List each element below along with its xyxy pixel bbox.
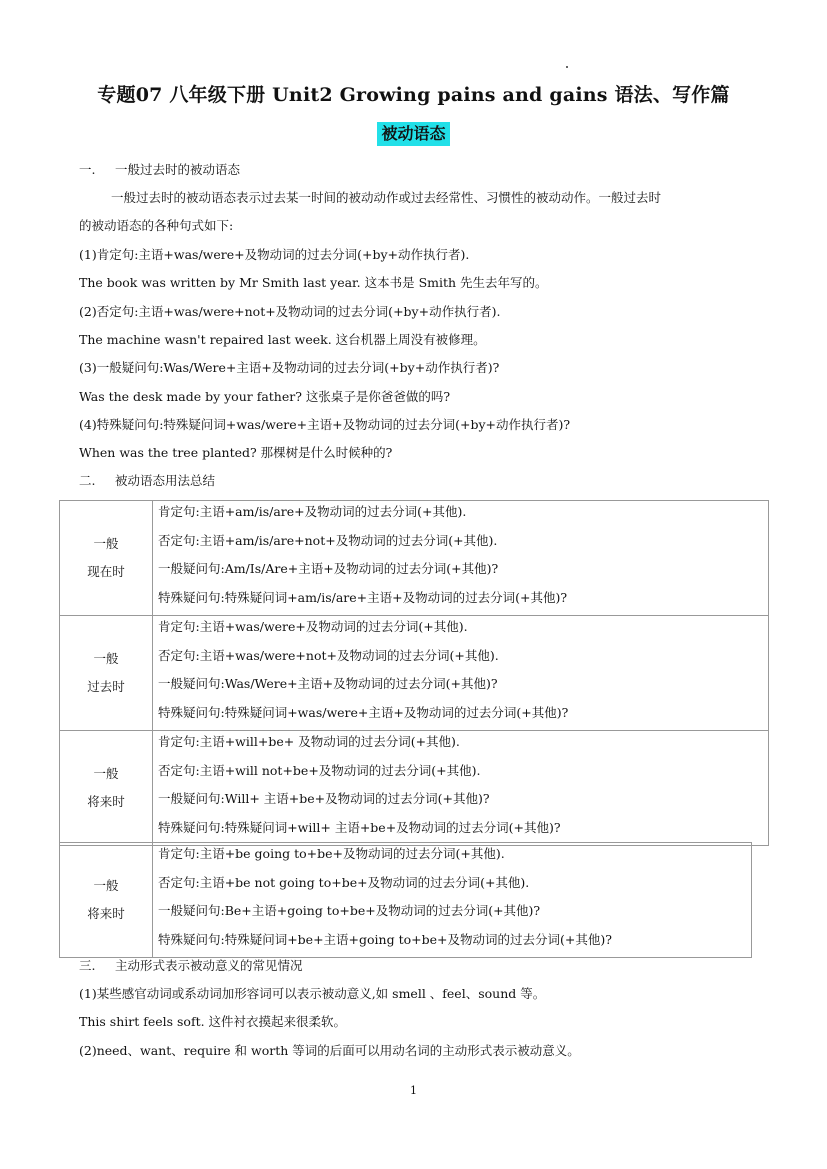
rules-cell	[153, 731, 769, 846]
rules-cell	[153, 501, 769, 616]
rules-cell	[153, 616, 769, 731]
rule-line: 一般疑问句:Am/Is/Are+主语+及物动词的过去分词(+其他)?	[158, 561, 499, 576]
page-number: 1	[410, 1084, 417, 1097]
table-row	[60, 843, 752, 958]
rule-line: 特殊疑问句:特殊疑问词+was/were+主语+及物动词的过去分词(+其他)?	[158, 704, 569, 720]
tense-cell: 一般 现在时	[60, 501, 153, 616]
rules-cell	[153, 843, 752, 958]
rule-line: 否定句:主语+will not+be+及物动词的过去分词(+其他).	[158, 762, 481, 778]
section-1-line: (3)一般疑问句:Was/Were+主语+及物动词的过去分词(+by+动作执行者)?	[79, 360, 500, 375]
rule-line: 否定句:主语+am/is/are+not+及物动词的过去分词(+其他).	[158, 532, 498, 548]
rule-line: 肯定句:主语+am/is/are+及物动词的过去分词(+其他).	[158, 504, 467, 519]
section-1-intro-line-2: 的被动语态的各种句式如下:	[79, 218, 234, 233]
section-1-line: The machine wasn't repaired last week. 这台机器上周没有被修理。	[79, 332, 486, 347]
section-1-line: (4)特殊疑问句:特殊疑问词+was/were+主语+及物动词的过去分词(+by+动作执行者)?	[79, 417, 571, 432]
section-1-heading: 一. 一般过去时的被动语态	[79, 162, 241, 177]
section-3-line: (2)need、want、require 和 worth 等词的后面可以用动名词的主动形式表示被动意义。	[79, 1043, 580, 1058]
section-1-line: The book was written by Mr Smith last year. 这本书是 Smith 先生去年写的。	[79, 275, 548, 290]
rule-line: 一般疑问句:Was/Were+主语+及物动词的过去分词(+其他)?	[158, 676, 498, 691]
table-row	[60, 501, 769, 616]
table-row	[60, 731, 769, 846]
section-1-line: (2)否定句:主语+was/were+not+及物动词的过去分词(+by+动作执行者).	[79, 304, 501, 319]
section-highlight-title: 被动语态	[377, 122, 449, 146]
summary-table-block-2	[59, 842, 752, 958]
rule-line: 否定句:主语+be not going to+be+及物动词的过去分词(+其他).	[158, 874, 530, 890]
rule-line: 一般疑问句:Will+ 主语+be+及物动词的过去分词(+其他)?	[158, 791, 490, 806]
section-3-heading: 三. 主动形式表示被动意义的常见情况	[79, 958, 303, 973]
section-1-line: (1)肯定句:主语+was/were+及物动词的过去分词(+by+动作执行者).	[79, 247, 470, 262]
rule-line: 否定句:主语+was/were+not+及物动词的过去分词(+其他).	[158, 647, 499, 663]
section-1-line: When was the tree planted? 那棵树是什么时候种的?	[79, 445, 393, 460]
section-2-heading: 二. 被动语态用法总结	[79, 473, 216, 488]
rule-line: 肯定句:主语+be going to+be+及物动词的过去分词(+其他).	[158, 846, 505, 861]
tense-cell: 一般 将来时	[60, 731, 153, 846]
rule-line: 特殊疑问句:特殊疑问词+be+主语+going to+be+及物动词的过去分词(+其他)?	[158, 931, 612, 947]
rule-line: 肯定句:主语+was/were+及物动词的过去分词(+其他).	[158, 619, 468, 634]
rule-line: 肯定句:主语+will+be+ 及物动词的过去分词(+其他).	[158, 734, 460, 749]
section-1-line: Was the desk made by your father? 这张桌子是你爸爸做的吗?	[79, 389, 451, 404]
speck-mark	[566, 66, 568, 68]
rule-line: 一般疑问句:Be+主语+going to+be+及物动词的过去分词(+其他)?	[158, 903, 541, 918]
table-row	[60, 616, 769, 731]
summary-table-block-1	[59, 500, 769, 846]
rule-line: 特殊疑问句:特殊疑问词+will+ 主语+be+及物动词的过去分词(+其他)?	[158, 819, 561, 835]
section-3-line: This shirt feels soft. 这件衬衣摸起来很柔软。	[79, 1014, 347, 1029]
subtitle-wrap	[0, 122, 827, 146]
section-3-line: (1)某些感官动词或系动词加形容词可以表示被动意义,如 smell 、feel、sound 等。	[79, 986, 546, 1001]
tense-cell: 一般 过去时	[60, 616, 153, 731]
rule-line: 特殊疑问句:特殊疑问词+am/is/are+主语+及物动词的过去分词(+其他)?	[158, 589, 568, 605]
tense-cell: 一般 将来时	[60, 843, 153, 958]
section-1-intro-line-1: 一般过去时的被动语态表示过去某一时间的被动动作或过去经常性、习惯性的被动动作。一般过去时	[111, 190, 662, 205]
page-title: 专题07 八年级下册 Unit2 Growing pains and gains 语法、写作篇	[97, 84, 730, 106]
